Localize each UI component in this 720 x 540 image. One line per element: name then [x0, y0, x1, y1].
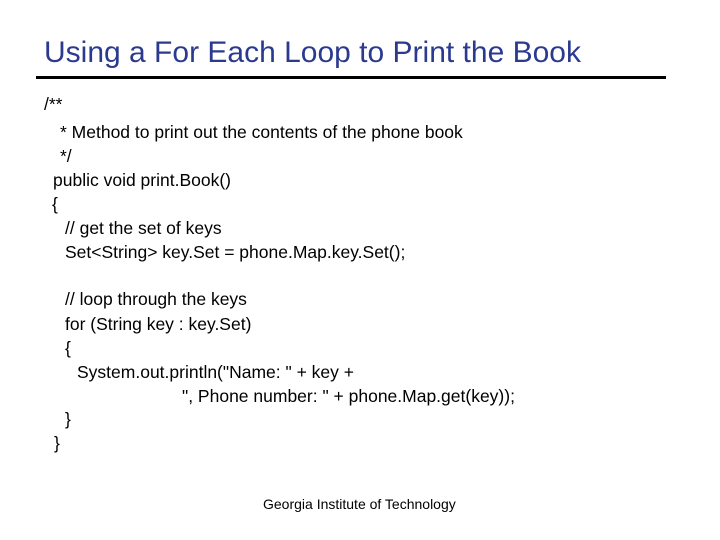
code-line: System.out.println("Name: " + key +: [77, 362, 354, 382]
slide-footer: Georgia Institute of Technology: [263, 496, 456, 512]
code-line: // loop through the keys: [65, 289, 247, 309]
code-line: {: [52, 194, 58, 214]
code-line: Set<String> key.Set = phone.Map.key.Set();: [65, 242, 406, 262]
code-line: public void print.Book(): [53, 170, 231, 190]
code-line: }: [65, 409, 71, 429]
code-line: }: [54, 433, 60, 453]
code-line: /**: [44, 94, 63, 114]
slide-title: Using a For Each Loop to Print the Book: [44, 36, 581, 69]
code-line: {: [65, 338, 71, 358]
code-line: */: [60, 146, 72, 166]
code-line: for (String key : key.Set): [65, 314, 252, 334]
code-line: * Method to print out the contents of the phone book: [60, 122, 463, 142]
code-line: // get the set of keys: [65, 218, 222, 238]
code-line: ", Phone number: " + phone.Map.get(key));: [182, 386, 515, 406]
